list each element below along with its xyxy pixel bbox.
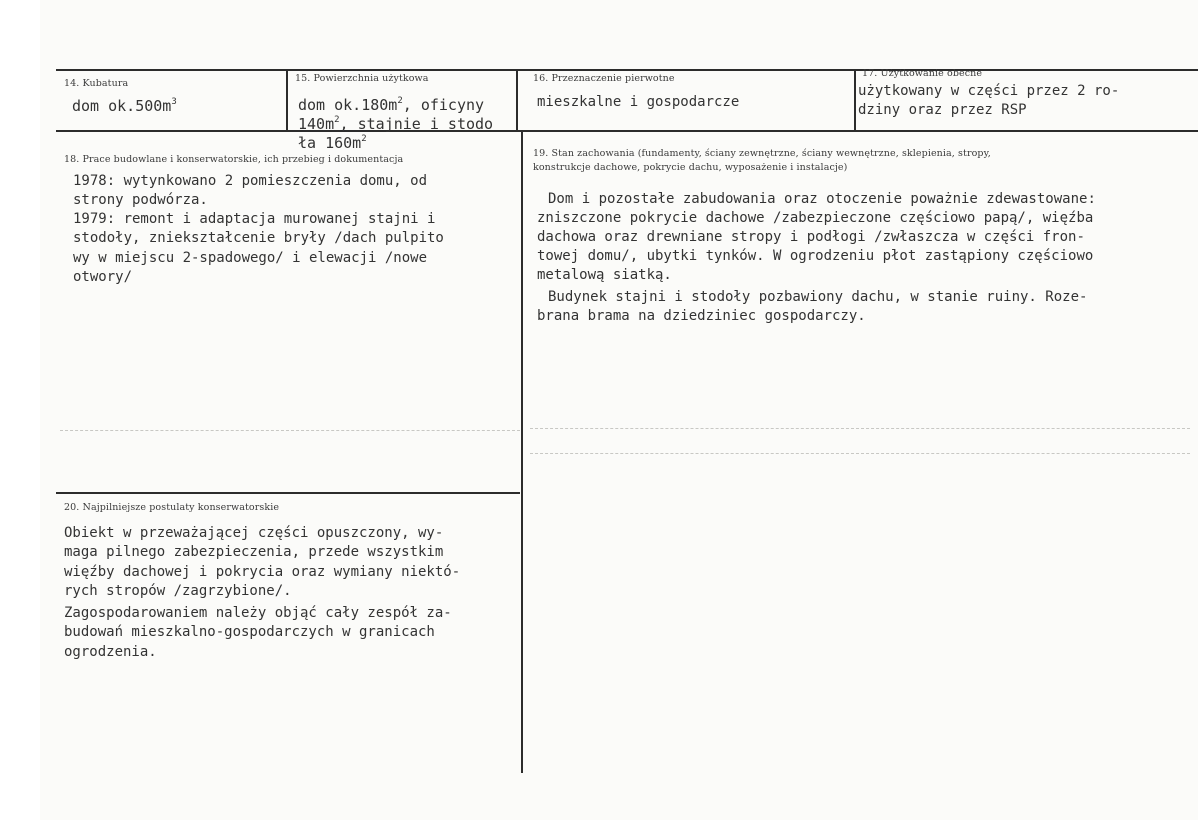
postulaty-line-5: Zagospodarowaniem należy objąć cały zespół za-: [64, 605, 452, 621]
powierzchnia-sup-3: 2: [361, 134, 367, 144]
faint-guide-right: [530, 428, 1190, 430]
stan-line-5: metalową siatką.: [537, 267, 672, 283]
divider-16-17: [854, 69, 856, 131]
powierzchnia-line-3: [298, 130, 367, 152]
form-page: [40, 0, 1198, 820]
faint-guide-left: [60, 430, 520, 432]
postulaty-line-6: budowań mieszkalno-gospodarczych w granicach: [64, 624, 435, 640]
powierzchnia-text-3a: ła 160m: [298, 134, 362, 152]
stan-line-6: Budynek stajni i stodoły pozbawiony dachu, w stanie ruiny. Roze-: [548, 289, 1088, 305]
top-rule: [56, 69, 1198, 71]
postulaty-line-1: Obiekt w przeważającej części opuszczony, wy-: [64, 525, 444, 541]
stan-label-2: konstrukcje dachowe, pokrycie dachu, wyposażenie i instalacje): [533, 162, 848, 173]
prace-label: 18. Prace budowlane i konserwatorskie, ich przebieg i dokumentacja: [64, 154, 404, 165]
powierzchnia-text-2a: 140m: [298, 115, 335, 133]
uzytkowanie-label: 17. Użytkowanie obecne: [862, 68, 983, 79]
kubatura-value: [72, 93, 177, 116]
kubatura-label: 14. Kubatura: [64, 78, 129, 89]
prace-line-2: strony podwórza.: [73, 192, 208, 208]
powierzchnia-text-2b: , stajnie i stodo: [339, 115, 494, 133]
prace-line-3: 1979: remont i adaptacja murowanej stajni i: [73, 211, 436, 227]
faint-guide-right-2: [530, 453, 1190, 455]
stan-line-4: towej domu/, ubytki tynków. W ogrodzeniu płot zastąpiony częściowo: [537, 248, 1094, 264]
powierzchnia-sup-2: 2: [334, 115, 340, 125]
postulaty-label: 20. Najpilniejsze postulaty konserwatorskie: [64, 502, 280, 513]
divider-15-16: [516, 69, 518, 131]
przeznaczenie-value: mieszkalne i gospodarcze: [537, 94, 740, 110]
prace-line-4: stodoły, zniekształcenie bryły /dach pulpito: [73, 230, 444, 246]
stan-line-7: brana brama na dziedziniec gospodarczy.: [537, 308, 866, 324]
center-divider: [521, 131, 523, 773]
stan-line-3: dachowa oraz drewniane stropy i podłogi /zwłaszcza w części fron-: [537, 229, 1085, 245]
powierzchnia-text-1b: , oficyny: [402, 96, 485, 114]
prace-line-1: 1978: wytynkowano 2 pomieszczenia domu, od: [73, 173, 428, 189]
postulaty-line-3: więźby dachowej i pokrycia oraz wymiany niektó-: [64, 564, 461, 580]
row1-bottom-rule: [56, 130, 1198, 132]
powierzchnia-label: 15. Powierzchnia użytkowa: [295, 73, 429, 84]
postulaty-line-4: rych stropów /zagrzybione/.: [64, 583, 292, 599]
powierzchnia-sup-1: 2: [397, 96, 403, 106]
postulaty-line-7: ogrodzenia.: [64, 644, 157, 660]
uzytkowanie-line-2: dziny oraz przez RSP: [858, 102, 1027, 118]
page-edge: [0, 0, 41, 820]
uzytkowanie-line-1: użytkowany w części przez 2 ro-: [858, 83, 1120, 99]
divider-14-15: [286, 69, 288, 131]
stan-line-1: Dom i pozostałe zabudowania oraz otoczenie poważnie zdewastowane:: [548, 191, 1096, 207]
prace-line-5: wy w miejscu 2-spadowego/ i elewacji /nowe: [73, 250, 428, 266]
left-bottom-rule: [56, 492, 520, 494]
kubatura-sup: 3: [171, 97, 177, 107]
kubatura-text: dom ok.500m: [72, 97, 172, 115]
postulaty-line-2: maga pilnego zabezpieczenia, przede wszystkim: [64, 544, 444, 560]
przeznaczenie-label: 16. Przeznaczenie pierwotne: [533, 73, 675, 84]
stan-label-1: 19. Stan zachowania (fundamenty, ściany zewnętrzne, ściany wewnętrzne, sklepienia, stropy,: [533, 148, 991, 159]
powierzchnia-text-1a: dom ok.180m: [298, 96, 398, 114]
prace-line-6: otwory/: [73, 269, 133, 285]
stan-line-2: zniszczone pokrycie dachowe /zabezpieczone częściowo papą/, więźba: [537, 210, 1094, 226]
